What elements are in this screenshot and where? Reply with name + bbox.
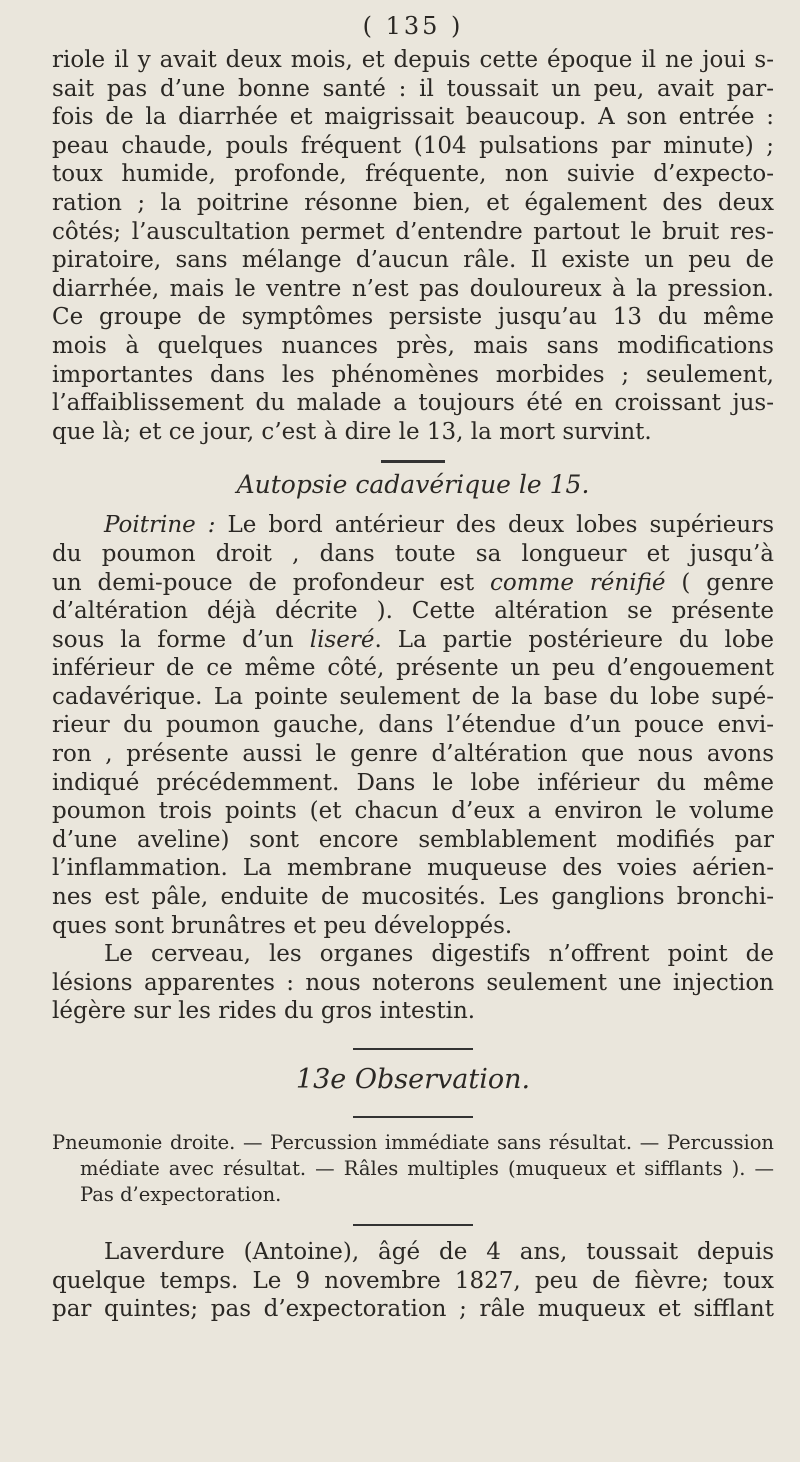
text-line: médiate avec résultat. — Râles multiples (muqueux et sifflants ). — [80, 1157, 774, 1180]
text-line: cadavérique. La pointe seulement de la base du lobe supé- [52, 683, 774, 710]
text-line: piratoire, sans mélange d’aucun râle. Il existe un peu de [52, 247, 774, 274]
text-line: lésions apparentes : nous noterons seulement une injection [52, 969, 774, 996]
autopsy-heading: Autopsie cadavérique le 15. [236, 470, 590, 500]
text-line: Pneumonie droite. — Percussion immédiate sans résultat. — Percussion [52, 1131, 774, 1154]
body-text [52, 46, 774, 1324]
text-line: sous la forme d’un liseré. La partie postérieure du lobe [52, 626, 774, 653]
paragraph-case-history [52, 46, 774, 446]
text-line: d’une aveline) sont encore semblablement modifiés par [52, 826, 774, 853]
text-line: ron , présente aussi le genre d’altération que nous avons [52, 741, 774, 768]
text-line: toux humide, profonde, fréquente, non suivie d’expecto- [52, 161, 774, 188]
paragraph-autopsy-chest [52, 511, 774, 940]
paragraph-autopsy-other [52, 940, 774, 1026]
page-number: ( 135 ) [362, 12, 464, 40]
text-line: inférieur de ce même côté, présente un peu d’engouement [52, 655, 774, 682]
text-line: ration ; la poitrine résonne bien, et également des deux [52, 189, 774, 216]
text-line: sait pas d’une bonne santé : il toussait un peu, avait par- [52, 75, 774, 102]
text-line: Ce groupe de symptômes persiste jusqu’au 13 du même [52, 304, 774, 331]
text-line: ques sont brunâtres et peu développés. [52, 912, 513, 939]
text-line: du poumon droit , dans toute sa longueur et jusqu’à [52, 540, 774, 567]
text-line: côtés; l’auscultation permet d’entendre partout le bruit res- [52, 218, 774, 245]
text-line: par quintes; pas d’expectoration ; râle muqueux et sifflant [52, 1296, 774, 1323]
text-line: Le cerveau, les organes digestifs n’offrent point de [104, 941, 774, 968]
text-line: légère sur les rides du gros intestin. [52, 998, 476, 1025]
document-page [52, 0, 774, 1462]
text-line: mois à quelques nuances près, mais sans modifications [52, 332, 774, 359]
text-line: quelque temps. Le 9 novembre 1827, peu de fièvre; toux [52, 1267, 774, 1294]
text-line: d’altération déjà décrite ). Cette altération se présente [52, 598, 774, 625]
text-line: indiqué précédemment. Dans le lobe inférieur du même [52, 769, 774, 796]
text-line: importantes dans les phénomènes morbides ; seulement, [52, 361, 774, 388]
text-line: un demi-pouce de profondeur est comme rénifié ( genre [52, 569, 775, 596]
text-line: Laverdure (Antoine), âgé de 4 ans, toussait depuis [104, 1239, 774, 1265]
text-line: Pas d’expectoration. [80, 1183, 282, 1206]
observation-heading: 13e Observation. [295, 1064, 531, 1095]
case-summary [52, 1130, 774, 1208]
text-line: diarrhée, mais le ventre n’est pas douloureux à la pression. [52, 275, 774, 302]
text-line: l’inflammation. La membrane muqueuse des voies aérien- [52, 855, 774, 882]
text-line: peau chaude, pouls fréquent (104 pulsations par minute) ; [52, 132, 774, 159]
section-lead: Poitrine : [104, 512, 216, 539]
text-line: fois de la diarrhée et maigrissait beaucoup. A son entrée : [52, 104, 774, 131]
paragraph-case-intro [52, 1238, 774, 1324]
text-line: rieur du poumon gauche, dans l’étendue d’un pouce envi- [52, 712, 774, 739]
text-line: poumon trois points (et chacun d’eux a environ le volume [52, 798, 774, 825]
text-line: l’affaiblissement du malade a toujours été en croissant jus- [52, 390, 774, 417]
text-line: que là; et ce jour, c’est à dire le 13, la mort survint. [52, 418, 652, 445]
text-line: Poitrine : Le bord antérieur des deux lobes supérieurs [104, 512, 775, 539]
text-line: riole il y avait deux mois, et depuis cette époque il ne joui s- [52, 47, 774, 73]
text-line: nes est pâle, enduite de mucosités. Les ganglions bronchi- [52, 884, 774, 911]
